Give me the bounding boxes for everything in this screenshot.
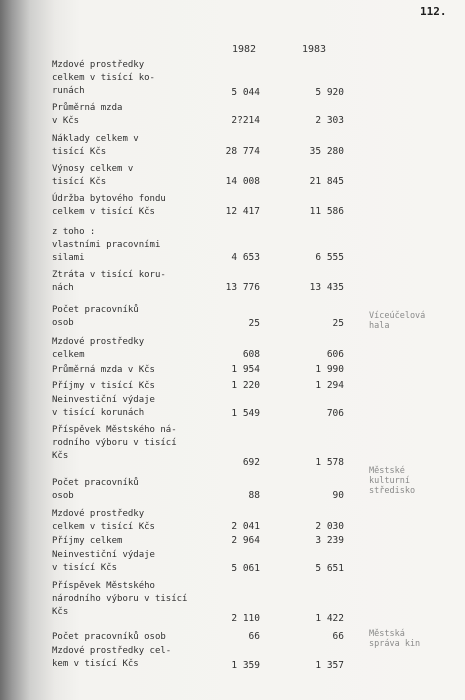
row-label-line: Průměrná mzda	[52, 103, 123, 113]
value-1983: 6 555	[315, 252, 344, 263]
page-number: 112.	[420, 5, 447, 18]
value-1983: 2 303	[315, 115, 344, 126]
value-1982: 5 061	[231, 563, 260, 574]
side-label-line: Městská	[369, 629, 405, 639]
value-1982: 12 417	[225, 206, 260, 217]
row-label-line: Kčs	[52, 451, 69, 462]
value-1982: 25	[248, 318, 260, 329]
value-1982: 88	[248, 490, 260, 501]
value-1983: 1 990	[315, 364, 344, 375]
value-1982: 2 041	[231, 521, 260, 532]
side-label-line: hala	[369, 321, 390, 331]
row-label-line: celkem v tisící Kčs	[52, 207, 155, 218]
value-1983: 1 578	[315, 457, 344, 468]
value-1983: 606	[326, 349, 344, 360]
row-label-line: celkem	[52, 350, 85, 361]
row-label-line: Mzdové prostředky	[52, 337, 145, 347]
value-1983: 1 357	[315, 660, 344, 671]
row-label-line: národního výboru v tisící	[52, 594, 188, 605]
side-label-line: Městské	[369, 466, 405, 476]
value-1982: 14 008	[225, 176, 260, 187]
row-label-line: Příspěvek Městského ná-	[52, 425, 177, 435]
value-1983: 2 030	[315, 521, 344, 532]
row-label-line: Neinvestiční výdaje	[52, 550, 155, 560]
value-1983: 1 422	[315, 613, 344, 624]
value-1982: 28 774	[225, 146, 260, 157]
row-label-line: celkem v tisící ko-	[52, 73, 155, 84]
value-1982: 66	[248, 631, 260, 642]
row-label-line: Příjmy celkem	[52, 536, 123, 546]
year-header-1982: 1982	[232, 44, 257, 55]
row-label-line: Mzdové prostředky cel-	[52, 646, 172, 656]
side-label-line: středisko	[369, 486, 416, 496]
row-label-line: runách	[52, 86, 85, 97]
row-label-line: Výnosy celkem v	[52, 164, 134, 174]
row-label-line: kem v tisící Kčs	[52, 659, 139, 670]
row-label-line: rodního výboru v tisící	[52, 438, 177, 449]
row-label-line: v tisící Kčs	[52, 563, 118, 574]
row-label-line: Kčs	[52, 607, 69, 618]
side-label-line: správa kin	[369, 639, 421, 649]
row-label-line: v tisící korunách	[52, 408, 145, 419]
row-label-line: nách	[52, 283, 74, 294]
value-1982: 1 220	[231, 380, 260, 391]
value-1982: 5 044	[231, 87, 260, 98]
value-1982: 1 954	[231, 364, 260, 375]
value-1983: 35 280	[309, 146, 344, 157]
row-label-line: Mzdové prostředky	[52, 60, 145, 70]
value-1982: 1 359	[231, 660, 260, 671]
row-label-line: Počet pracovníků	[52, 478, 139, 488]
value-1982: 2?214	[231, 115, 260, 126]
value-1983: 3 239	[315, 535, 344, 546]
value-1982: 1 549	[231, 408, 260, 419]
value-1982: 2 964	[231, 535, 260, 546]
row-label-line: tisící Kčs	[52, 147, 107, 158]
row-label-line: osob	[52, 491, 74, 502]
value-1983: 13 435	[309, 282, 344, 293]
row-label-line: v Kčs	[52, 116, 80, 127]
value-1982: 4 653	[231, 252, 260, 263]
row-label-line: Příjmy v tisící Kčs	[52, 381, 155, 391]
value-1982: 692	[242, 457, 260, 468]
row-label-line: silami	[52, 253, 85, 264]
row-label-line: Příspěvek Městského	[52, 581, 155, 591]
row-label-line: Počet pracovníků osob	[52, 632, 166, 642]
row-label-line: osob	[52, 318, 74, 329]
row-label-line: celkem v tisící Kčs	[52, 522, 155, 533]
side-label-line: kulturní	[369, 476, 410, 486]
row-label-line: z toho :	[52, 227, 96, 237]
value-1983: 1 294	[315, 380, 344, 391]
value-1983: 90	[332, 490, 344, 501]
year-header-1983: 1983	[302, 44, 327, 55]
row-label-line: Průměrná mzda v Kčs	[52, 365, 155, 375]
row-label-line: Počet pracovníků	[52, 305, 139, 315]
value-1982: 13 776	[225, 282, 260, 293]
row-label-line: Mzdové prostředky	[52, 509, 145, 519]
value-1983: 21 845	[309, 176, 344, 187]
value-1982: 608	[242, 349, 260, 360]
side-label-line: Víceúčelová	[369, 311, 426, 321]
row-label-line: Ztráta v tisící koru-	[52, 270, 166, 280]
value-1982: 2 110	[231, 613, 260, 624]
row-label-line: Náklady celkem v	[52, 134, 139, 144]
row-label-line: Údržba bytového fondu	[52, 194, 166, 204]
row-label-line: vlastními pracovními	[52, 240, 161, 250]
value-1983: 5 920	[315, 87, 344, 98]
value-1983: 5 651	[315, 563, 344, 574]
row-label-line: Neinvestiční výdaje	[52, 395, 155, 405]
value-1983: 706	[326, 408, 344, 419]
value-1983: 25	[332, 318, 344, 329]
value-1983: 11 586	[309, 206, 344, 217]
row-label-line: tisící Kčs	[52, 177, 107, 188]
value-1983: 66	[332, 631, 344, 642]
